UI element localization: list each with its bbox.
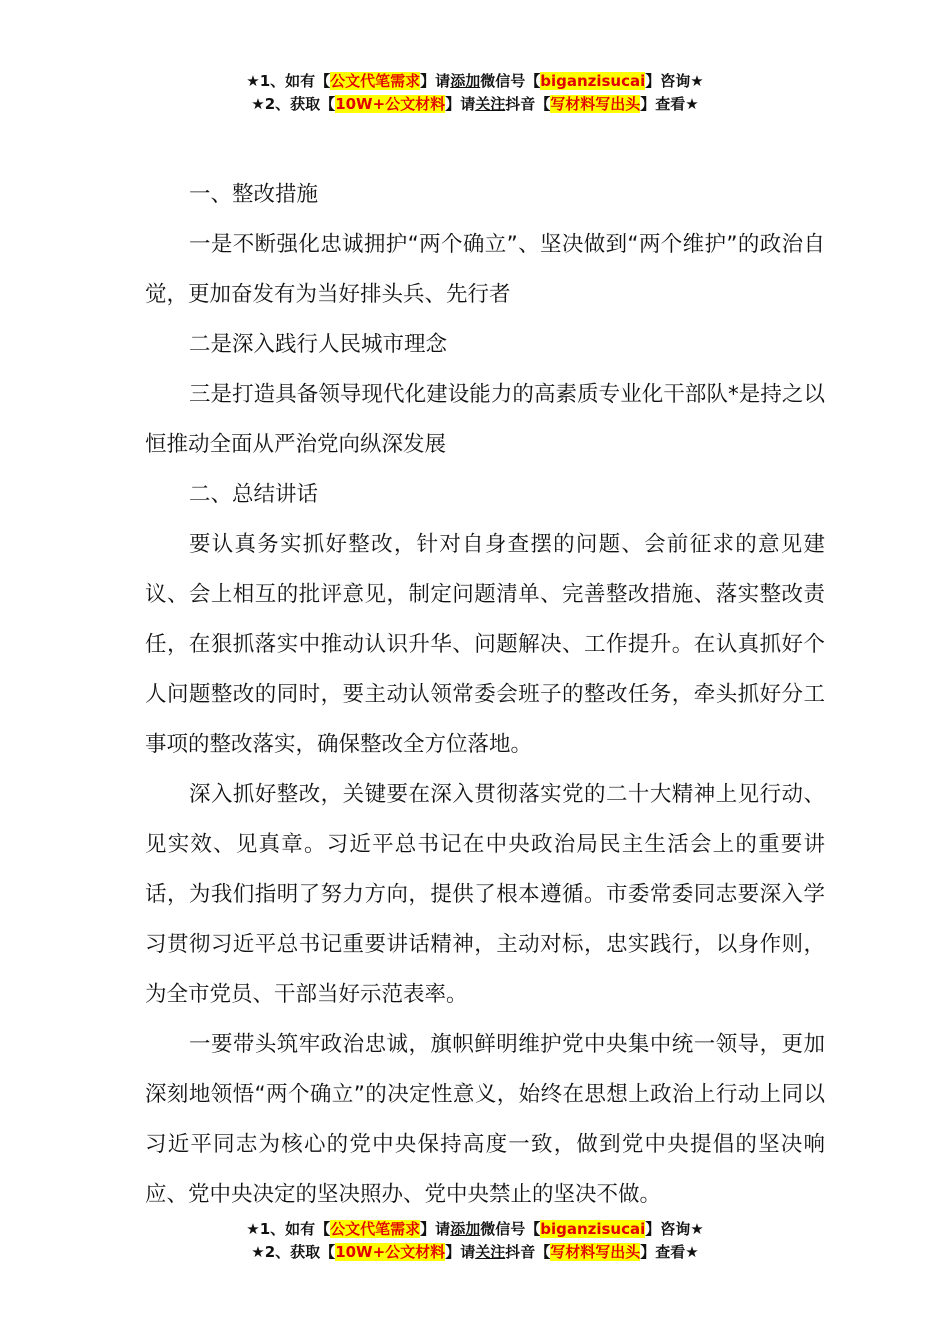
banner-text: 】查看★ [640,1243,699,1261]
banner-underline: 添加 [450,1220,481,1238]
paragraph: 一要带头筑牢政治忠诚，旗帜鲜明维护党中央集中统一领导，更加深刻地领悟“两个确立”的决定性意义，始终在思想上政治上行动上同以习近平同志为核心的党中央保持高度一致，做到党中央提倡的坚决响应、党中央决定的坚决照办、党中央禁止的坚决不做。 [145,1032,825,1207]
banner-text: 抖音【 [505,1243,551,1261]
banner-text: 】咨询★ [645,1220,704,1238]
banner-highlight: 写材料写出头 [550,95,641,113]
paragraph: 三是打造具备领导现代化建设能力的高素质专业化干部队*是持之以恒推动全面从严治党向纵深发展 [145,382,825,457]
paragraph: 要认真务实抓好整改，针对自身查摆的问题、会前征求的意见建议、会上相互的批评意见，制定问题清单、完善整改措施、落实整改责任，在狠抓落实中推动认识升华、问题解决、工作提升。在认真抓好个人问题整改的同时，要主动认领常委会班子的整改任务，牵头抓好分工事项的整改落实，确保整改全方位落地。 [145,532,825,757]
banner-text: ★1、如有【 [246,1220,331,1238]
banner-highlight: 10W+公文材料 [335,1243,446,1261]
banner-text: 】请 [445,1243,476,1261]
banner-text: 微信号【 [480,72,541,90]
section-heading: 一、整改措施 [189,182,319,207]
document-body [145,170,825,1220]
banner-line-1 [0,1218,950,1241]
banner-line-1 [0,70,950,93]
banner-highlight: 公文代笔需求 [330,72,421,90]
banner-line-2 [0,93,950,116]
banner-text: 】请 [445,95,476,113]
banner-text: 】查看★ [640,95,699,113]
paragraph: 二是深入践行人民城市理念 [189,332,448,357]
paragraph: 一是不断强化忠诚拥护“两个确立”、坚决做到“两个维护”的政治自觉，更加奋发有为当好排头兵、先行者 [145,232,825,307]
section-heading: 二、总结讲话 [189,482,319,507]
banner-line-2 [0,1241,950,1264]
banner-highlight: biganzisucai [540,1220,646,1238]
paragraph: 深入抓好整改，关键要在深入贯彻落实党的二十大精神上见行动、见实效、见真章。习近平总书记在中央政治局民主生活会上的重要讲话，为我们指明了努力方向，提供了根本遵循。市委常委同志要深入学习贯彻习近平总书记重要讲话精神，主动对标，忠实践行，以身作则，为全市党员、干部当好示范表率。 [145,782,825,1007]
banner-text: ★2、获取【 [251,95,336,113]
banner-text: ★1、如有【 [246,72,331,90]
banner-text: 】请 [420,72,451,90]
banner-text: 抖音【 [505,95,551,113]
header-banner [0,70,950,116]
banner-highlight: 公文代笔需求 [330,1220,421,1238]
banner-underline: 关注 [475,95,506,113]
banner-text: 微信号【 [480,1220,541,1238]
banner-text: 】咨询★ [645,72,704,90]
banner-text: 】请 [420,1220,451,1238]
banner-text: ★2、获取【 [251,1243,336,1261]
banner-highlight: 10W+公文材料 [335,95,446,113]
banner-highlight: 写材料写出头 [550,1243,641,1261]
banner-highlight: biganzisucai [540,72,646,90]
banner-underline: 添加 [450,72,481,90]
footer-banner [0,1218,950,1264]
banner-underline: 关注 [475,1243,506,1261]
